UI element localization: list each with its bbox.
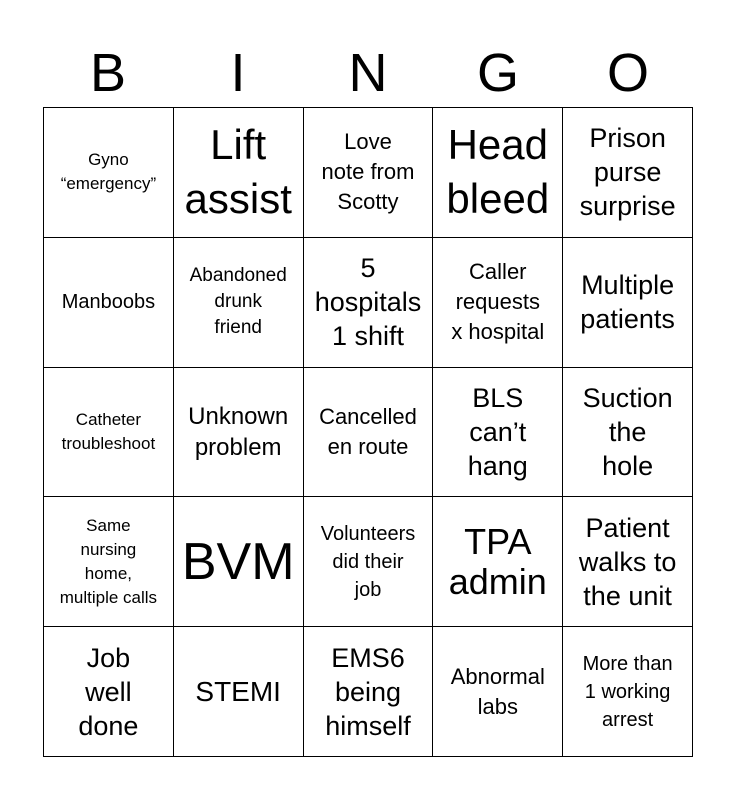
bingo-cell-r4c5[interactable] xyxy=(563,497,693,627)
cell-label: TPA admin xyxy=(448,520,547,602)
cell-label: EMS6 being himself xyxy=(325,642,411,741)
cell-label: Caller requests x hospital xyxy=(451,259,545,345)
bingo-cell-r4c1[interactable] xyxy=(44,497,174,627)
bingo-header xyxy=(43,38,693,108)
header-letter-o: O xyxy=(606,43,649,103)
bingo-cell-r3c2[interactable] xyxy=(174,368,304,498)
bingo-cell-r3c3[interactable] xyxy=(304,368,434,498)
bingo-cell-r5c4[interactable] xyxy=(433,627,563,757)
cell-label: Multiple patients xyxy=(580,270,675,335)
bingo-cell-r2c3[interactable] xyxy=(304,238,434,368)
bingo-cell-r3c1[interactable] xyxy=(44,368,174,498)
bingo-cell-r2c1[interactable] xyxy=(44,238,174,368)
cell-label: Same nursing home, multiple calls xyxy=(59,515,158,607)
header-letter-g: G xyxy=(476,43,519,103)
cell-label: Prison purse surprise xyxy=(579,123,676,222)
cell-label: Unknown problem xyxy=(188,402,289,461)
header-letter-n: N xyxy=(348,43,388,103)
bingo-cell-r5c1[interactable] xyxy=(44,627,174,757)
cell-label: Head bleed xyxy=(446,121,550,223)
cell-label: BVM xyxy=(181,532,295,591)
bingo-cell-r1c1[interactable] xyxy=(44,108,174,238)
cell-label: Love note from Scotty xyxy=(321,129,415,215)
cell-label: STEMI xyxy=(195,676,281,708)
bingo-cell-r5c3[interactable] xyxy=(304,627,434,757)
cell-label: Suction the hole xyxy=(582,382,673,481)
bingo-cell-r5c2[interactable] xyxy=(174,627,304,757)
bingo-cell-r2c2[interactable] xyxy=(174,238,304,368)
cell-label: Abnormal labs xyxy=(450,663,545,719)
cell-label: Catheter troubleshoot xyxy=(61,409,156,453)
bingo-cell-r4c4[interactable] xyxy=(433,497,563,627)
cell-label: Patient walks to the unit xyxy=(578,512,677,611)
bingo-board xyxy=(43,107,693,757)
cell-label: BLS can’t hang xyxy=(467,382,528,481)
header-letter-b: B xyxy=(89,43,127,103)
bingo-cell-r4c3[interactable] xyxy=(304,497,434,627)
bingo-cell-r4c2[interactable] xyxy=(174,497,304,627)
bingo-cell-r5c5[interactable] xyxy=(563,627,693,757)
bingo-cell-r1c4[interactable] xyxy=(433,108,563,238)
header-letter-i: I xyxy=(230,43,246,103)
cell-label: Abandoned drunk friend xyxy=(189,265,287,339)
bingo-cell-r2c4[interactable] xyxy=(433,238,563,368)
bingo-cell-r1c5[interactable] xyxy=(563,108,693,238)
cell-label: More than 1 working arrest xyxy=(582,652,673,731)
cell-label: Volunteers did their job xyxy=(320,522,416,601)
bingo-cell-r2c5[interactable] xyxy=(563,238,693,368)
cell-label: 5 hospitals 1 shift xyxy=(314,253,422,352)
cell-label: Job well done xyxy=(78,642,139,741)
cell-label: Lift assist xyxy=(184,121,292,223)
cell-label: Manboobs xyxy=(61,291,156,314)
bingo-cell-r1c3[interactable] xyxy=(304,108,434,238)
cell-label: Cancelled en route xyxy=(319,403,417,459)
bingo-cell-r3c5[interactable] xyxy=(563,368,693,498)
cell-label: Gyno “emergency” xyxy=(60,150,157,194)
bingo-cell-r3c4[interactable] xyxy=(433,368,563,498)
bingo-cell-r1c2[interactable] xyxy=(174,108,304,238)
